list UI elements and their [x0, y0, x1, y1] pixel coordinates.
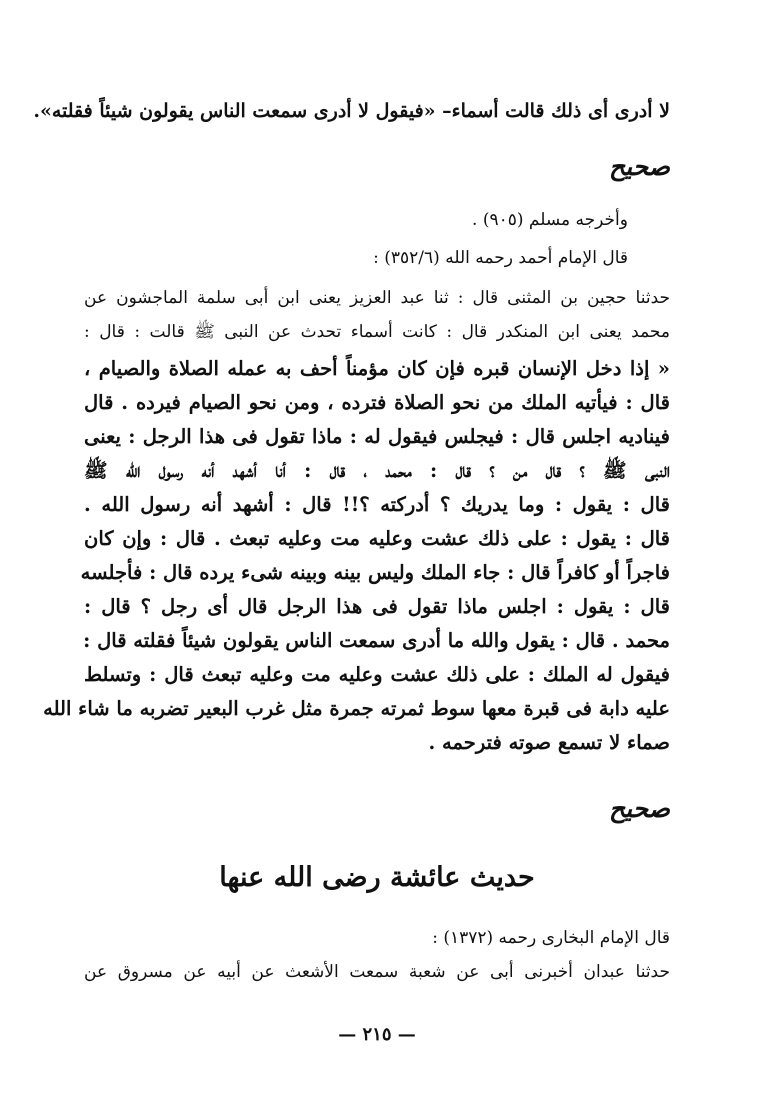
hadith-line-2: قال : فيأتيه الملك من نحو الصلاة فترده ، ومن نحو الصيام فيرده . قال [84, 391, 670, 414]
isnad-line-2: محمد يعنى ابن المنكدر قال : كانت أسماء تحدث عن النبى ﷺ قالت : قال : [84, 322, 670, 342]
hadith-line-4: النبى ﷺ ؟ قال من ؟ قال : محمد ، قال : أنا أشهد أنه رسول الله ﷺ [84, 459, 670, 482]
hadith-line-7: فاجراً أو كافراً قال : جاء الملك وليس بينه وبينه شىء يرده قال : فأجلسه [80, 561, 670, 584]
hadith-line-6: قال : يقول : على ذلك عشت وعليه مت وعليه تبعث . قال : وإن كان [84, 527, 670, 550]
section-heading: حديث عائشة رضى الله عنها [219, 862, 535, 893]
book-page [33, 88, 670, 1048]
reference-bukhari: قال الإمام البخارى رحمه (١٣٧٢) : [432, 928, 670, 948]
reference-ahmad: قال الإمام أحمد رحمه الله (٣٥٢/٦) : [373, 248, 628, 268]
hadith-line-1: « إذا دخل الإنسان قبره فإن كان مؤمناً أحف به عمله الصلاة والصيام ، [84, 357, 670, 380]
bukhari-isnad-line: حدثنا عبدان أخبرنى أبى عن شعبة سمعت الأشعث عن أبيه عن مسروق عن [84, 962, 670, 982]
page-number: — ٢١٥ — [338, 1024, 416, 1045]
opening-line: لا أدرى أى ذلك قالت أسماء– «فيقول لا أدرى سمعت الناس يقولون شيئاً فقلته». [33, 100, 670, 122]
isnad-line-1: حدثنا حجين بن المثنى قال : ثنا عبد العزيز يعنى ابن أبى سلمة الماجشون عن [84, 288, 670, 308]
verdict-sahih-2: صحيح [608, 794, 670, 823]
reference-muslim: وأخرجه مسلم (٩٠٥) . [472, 210, 628, 230]
hadith-line-12: صماء لا تسمع صوته فترحمه . [428, 731, 670, 754]
hadith-line-9: محمد . قال : يقول والله ما أدرى سمعت الناس يقولون شيئاً فقلته قال : [83, 629, 670, 652]
verdict-sahih-1: صحيح [608, 152, 670, 181]
hadith-line-3: فيناديه اجلس قال : فيجلس فيقول له : ماذا تقول فى هذا الرجل : يعنى [84, 425, 670, 448]
hadith-line-5: قال : يقول : وما يدريك ؟ أدركته ؟!! قال : أشهد أنه رسول الله . [84, 493, 670, 516]
hadith-line-8: قال : يقول : اجلس ماذا تقول فى هذا الرجل قال أى رجل ؟ قال : [84, 595, 670, 618]
hadith-line-10: فيقول له الملك : على ذلك عشت وعليه مت وعليه تبعث قال : وتسلط [84, 663, 670, 686]
hadith-line-11: عليه دابة فى قبرة معها سوط ثمرته جمرة مثل غرب البعير تضربه ما شاء الله [43, 697, 670, 720]
